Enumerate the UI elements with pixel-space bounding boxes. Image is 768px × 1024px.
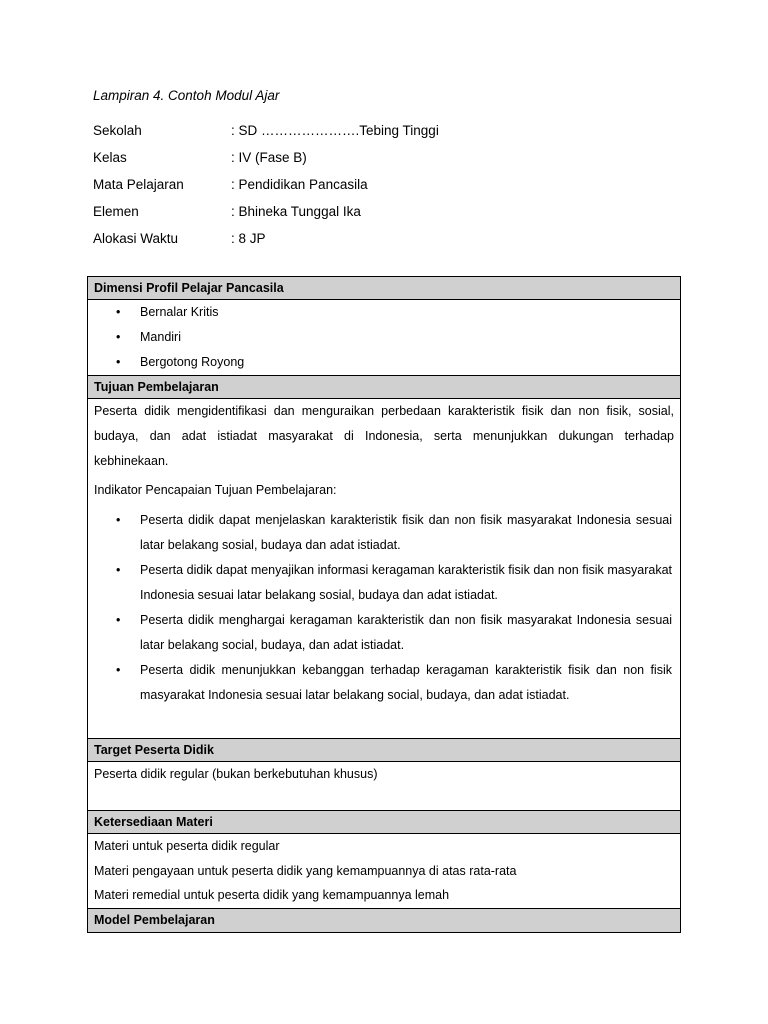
info-label: Sekolah (93, 123, 142, 138)
info-row-kelas (93, 144, 513, 171)
materi-line: Materi pengayaan untuk peserta didik yang kemampuannya di atas rata-rata (94, 863, 517, 878)
section-header-target: Target Peserta Didik (88, 739, 680, 762)
dimensi-list (94, 300, 674, 375)
info-row-mata-pelajaran (93, 171, 513, 198)
target-cell (88, 762, 680, 811)
info-row-alokasi-waktu (93, 225, 513, 252)
list-item: • Peserta didik dapat menjelaskan karakteristik fisik dan non fisik masyarakat Indonesia sesuai latar belakang sosial, budaya dan adat istiadat. (94, 508, 674, 558)
info-row-sekolah (93, 117, 513, 144)
tujuan-cell (88, 399, 680, 739)
section-header-dimensi: Dimensi Profil Pelajar Pancasila (88, 277, 680, 300)
list-item: • Bernalar Kritis (94, 300, 674, 325)
dimensi-cell (88, 300, 680, 376)
info-value: : SD ………………….Tebing Tinggi (231, 123, 439, 138)
section-header-materi: Ketersediaan Materi (88, 811, 680, 834)
info-value: : Pendidikan Pancasila (231, 177, 368, 192)
module-table (87, 276, 681, 933)
list-item: • Mandiri (94, 325, 674, 350)
info-label: Elemen (93, 204, 139, 219)
module-info (93, 117, 513, 252)
list-item: • Peserta didik menghargai keragaman karakteristik dan non fisik masyarakat Indonesia sesuai latar belakang social, budaya, dan adat istiadat. (94, 608, 674, 658)
list-item: • Bergotong Royong (94, 350, 674, 375)
info-row-elemen (93, 198, 513, 225)
info-value: : Bhineka Tunggal Ika (231, 204, 361, 219)
target-text: Peserta didik regular (bukan berkebutuhan khusus) (94, 767, 378, 781)
info-label: Alokasi Waktu (93, 231, 179, 246)
info-value: : 8 JP (231, 231, 266, 246)
section-header-model: Model Pembelajaran (88, 909, 680, 932)
tujuan-paragraph: Peserta didik mengidentifikasi dan menguraikan perbedaan karakteristik fisik dan non fisik, sosial, budaya, dan adat istiadat masyarakat di Indonesia, serta menunjukkan dukungan terhadap kebhinekaan. (94, 404, 674, 468)
list-item: • Peserta didik dapat menyajikan informasi keragaman karakteristik fisik dan non fisik masyarakat Indonesia sesuai latar belakang sosial, budaya dan adat istiadat. (94, 558, 674, 608)
info-value: : IV (Fase B) (231, 150, 307, 165)
materi-cell (88, 834, 680, 909)
section-header-tujuan: Tujuan Pembelajaran (88, 376, 680, 399)
document-title: Lampiran 4. Contoh Modul Ajar (93, 88, 280, 103)
indicator-title: Indikator Pencapaian Tujuan Pembelajaran: (94, 483, 337, 497)
indicator-list (94, 508, 674, 708)
list-item: • Peserta didik menunjukkan kebanggan terhadap keragaman karakteristik fisik dan non fisik masyarakat Indonesia sesuai latar belakang social, budaya, dan adat istiadat. (94, 658, 674, 708)
info-label: Kelas (93, 150, 127, 165)
materi-line: Materi remedial untuk peserta didik yang kemampuannya lemah (94, 888, 450, 902)
materi-line: Materi untuk peserta didik regular (94, 839, 280, 853)
info-label: Mata Pelajaran (93, 177, 184, 192)
